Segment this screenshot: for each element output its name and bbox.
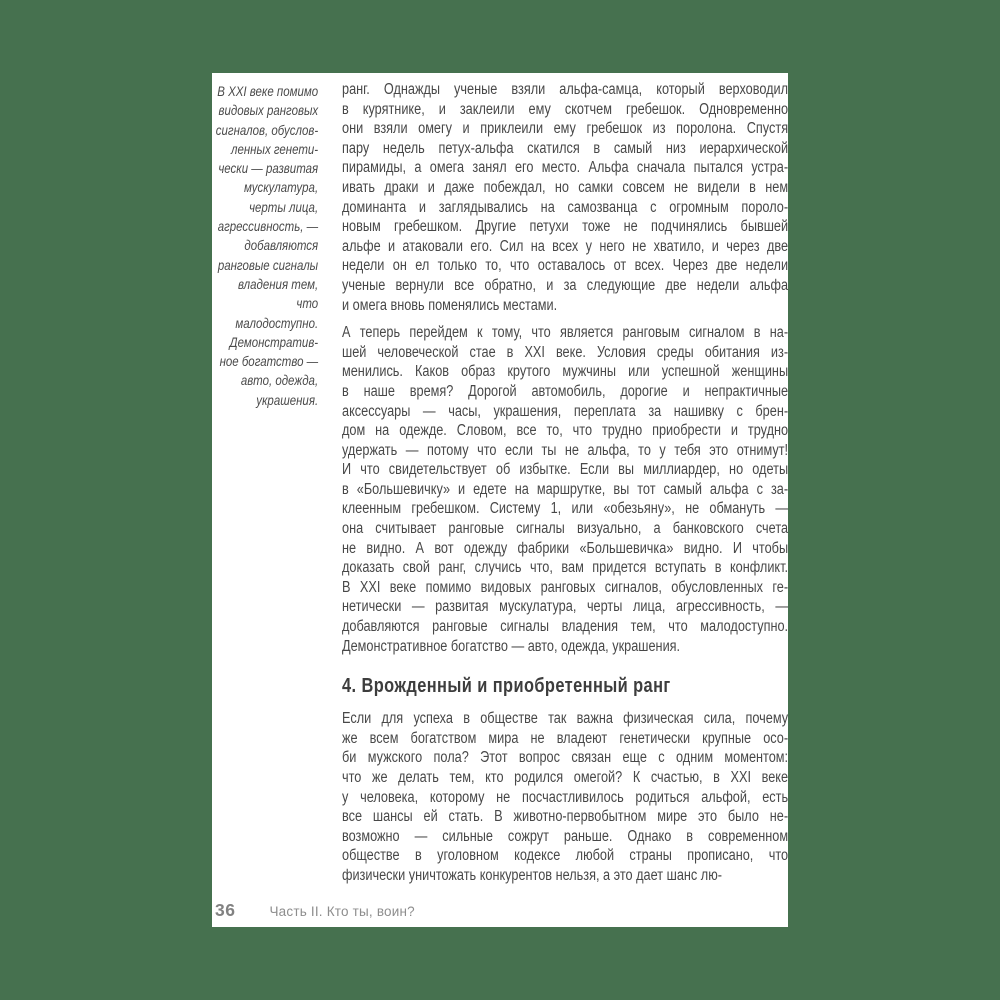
- text-line: Демонстратив-: [229, 333, 319, 350]
- text-line: она считывает ранговые сигналы визуально, а банковского счета: [342, 520, 789, 538]
- text-line: ное богатство —: [219, 353, 319, 370]
- text-line: Если для успеха в обществе так важна физическая сила, почему: [342, 710, 789, 728]
- text-line: видовых ранговых: [218, 102, 319, 119]
- text-line: агрессивность, —: [217, 218, 319, 235]
- section-title: Часть II. Кто ты, воин?: [269, 904, 415, 919]
- text-line: черты лица,: [249, 198, 319, 215]
- text-line: сигналов, обуслов-: [215, 121, 319, 138]
- text-line: авто, одежда,: [240, 372, 319, 389]
- text-line: и омега вновь поменялись местами.: [342, 296, 558, 314]
- text-line: владения тем, что: [238, 275, 319, 312]
- text-line: аксессуары — часы, украшения, переплата за нашивку с брен-: [342, 402, 789, 420]
- text-line: малодоступно.: [235, 314, 319, 331]
- text-line: би мужского пола? Этот вопрос связан еще с одним моментом:: [342, 749, 789, 767]
- text-line: клеенным гребешком. Систему 1, или «обезьяну», не обмануть —: [342, 500, 789, 518]
- text-line: А теперь перейдем к тому, что является ранговым сигналом в на-: [342, 324, 789, 342]
- section-heading: 4. Врожденный и приобретенный ранг: [342, 675, 671, 698]
- article-body: [342, 80, 788, 894]
- text-line: чески — развитая: [218, 160, 319, 177]
- text-line: В XXI веке помимо: [217, 83, 319, 99]
- text-line: добавляются: [244, 237, 319, 254]
- text-line: доминанта и заглядывались на самозванца с огромным пороло-: [342, 198, 789, 216]
- text-line: удержать — потому что если ты не альфа, то у тебя это отнимут!: [342, 441, 789, 459]
- page-footer: [215, 900, 780, 921]
- text-line: физически уничтожать конкурентов нельзя, а это дает шанс лю-: [342, 866, 722, 884]
- text-line: все шансы ей стать. В животно-первобытном мире это было не-: [342, 808, 789, 826]
- text-line: пару недель петух-альфа скатился в самый низ иерархической: [342, 139, 789, 157]
- text-line: добавляются ранговые сигналы владения тем, что малодоступно.: [342, 618, 789, 636]
- text-line: ивать драки и даже побеждал, но самки совсем не видели в нем: [342, 178, 789, 196]
- text-line: нетически — развитая мускулатура, черты лица, агрессивность, —: [342, 598, 789, 616]
- text-line: В XXI веке помимо видовых ранговых сигналов, обусловленных ге-: [342, 578, 789, 596]
- text-line: в «Большевичку» и едете на маршрутке, вы тот самый альфа с за-: [342, 480, 789, 498]
- text-line: что же делать тем, кто родился омегой? К счастью, в XXI веке: [342, 769, 789, 786]
- text-line: недели он ел только то, что оставалось от всех. Через две недели: [342, 257, 789, 275]
- text-line: возможно — сильные сожрут раньше. Однако в современном: [342, 827, 789, 845]
- text-line: мускулатура,: [244, 179, 319, 196]
- text-line: в курятнике, и заклеили ему скотчем гребешок. Одновременно: [342, 100, 789, 118]
- paragraph: [342, 709, 788, 885]
- text-line: дом на одежде. Словом, все то, что трудно приобрести и трудно: [342, 422, 789, 440]
- text-line: новым гребешком. Другие петухи тоже не подчинялись бывшей: [342, 218, 789, 236]
- text-line: И что свидетельствует об избытке. Если вы миллиардер, но одеты: [342, 461, 789, 479]
- text-line: шей человеческой стае в XXI веке. Условия среды обитания из-: [342, 343, 789, 361]
- text-line: не видно. А вот одежду фабрики «Большевичка» видно. И чтобы: [342, 539, 789, 557]
- text-line: в наше время? Дорогой автомобиль, дорогие и непрактичные: [342, 382, 789, 400]
- book-page[interactable]: [212, 73, 788, 927]
- text-line: они взяли омегу и приклеили ему гребешок из поролона. Спустя: [342, 120, 789, 138]
- paragraph: [342, 323, 788, 656]
- text-line: ученые вернули все обратно, и за следующие две недели альфа: [342, 276, 789, 294]
- text-line: ранговые сигналы: [217, 256, 319, 273]
- text-line: ранг. Однажды ученые взяли альфа-самца, который верховодил: [342, 81, 789, 98]
- text-line: менились. Каков образ крутого мужчины или успешной женщины: [342, 363, 789, 381]
- text-line: же всем богатством мира не владеют генетически крупные осо-: [342, 729, 789, 747]
- text-line: альфе и атаковали его. Сил на всех у него не хватило, и через две: [342, 237, 789, 255]
- text-line: у человека, которому не посчастливилось родиться альфой, есть: [342, 788, 789, 806]
- paragraph: [342, 80, 788, 315]
- page-number: 36: [215, 900, 236, 920]
- margin-note: [214, 82, 318, 410]
- text-line: доказать свой ранг, случись что, вам придется вступать в конфликт.: [342, 559, 789, 577]
- text-line: ленных генети-: [231, 140, 319, 157]
- text-line: пирамиды, а омега занял его место. Альфа сначала пытался устра-: [342, 159, 789, 177]
- text-line: обществе в уголовном кодексе любой страны прописано, что: [342, 847, 789, 865]
- text-line: Демонстративное богатство — авто, одежда, украшения.: [342, 637, 681, 655]
- text-line: украшения.: [256, 391, 319, 408]
